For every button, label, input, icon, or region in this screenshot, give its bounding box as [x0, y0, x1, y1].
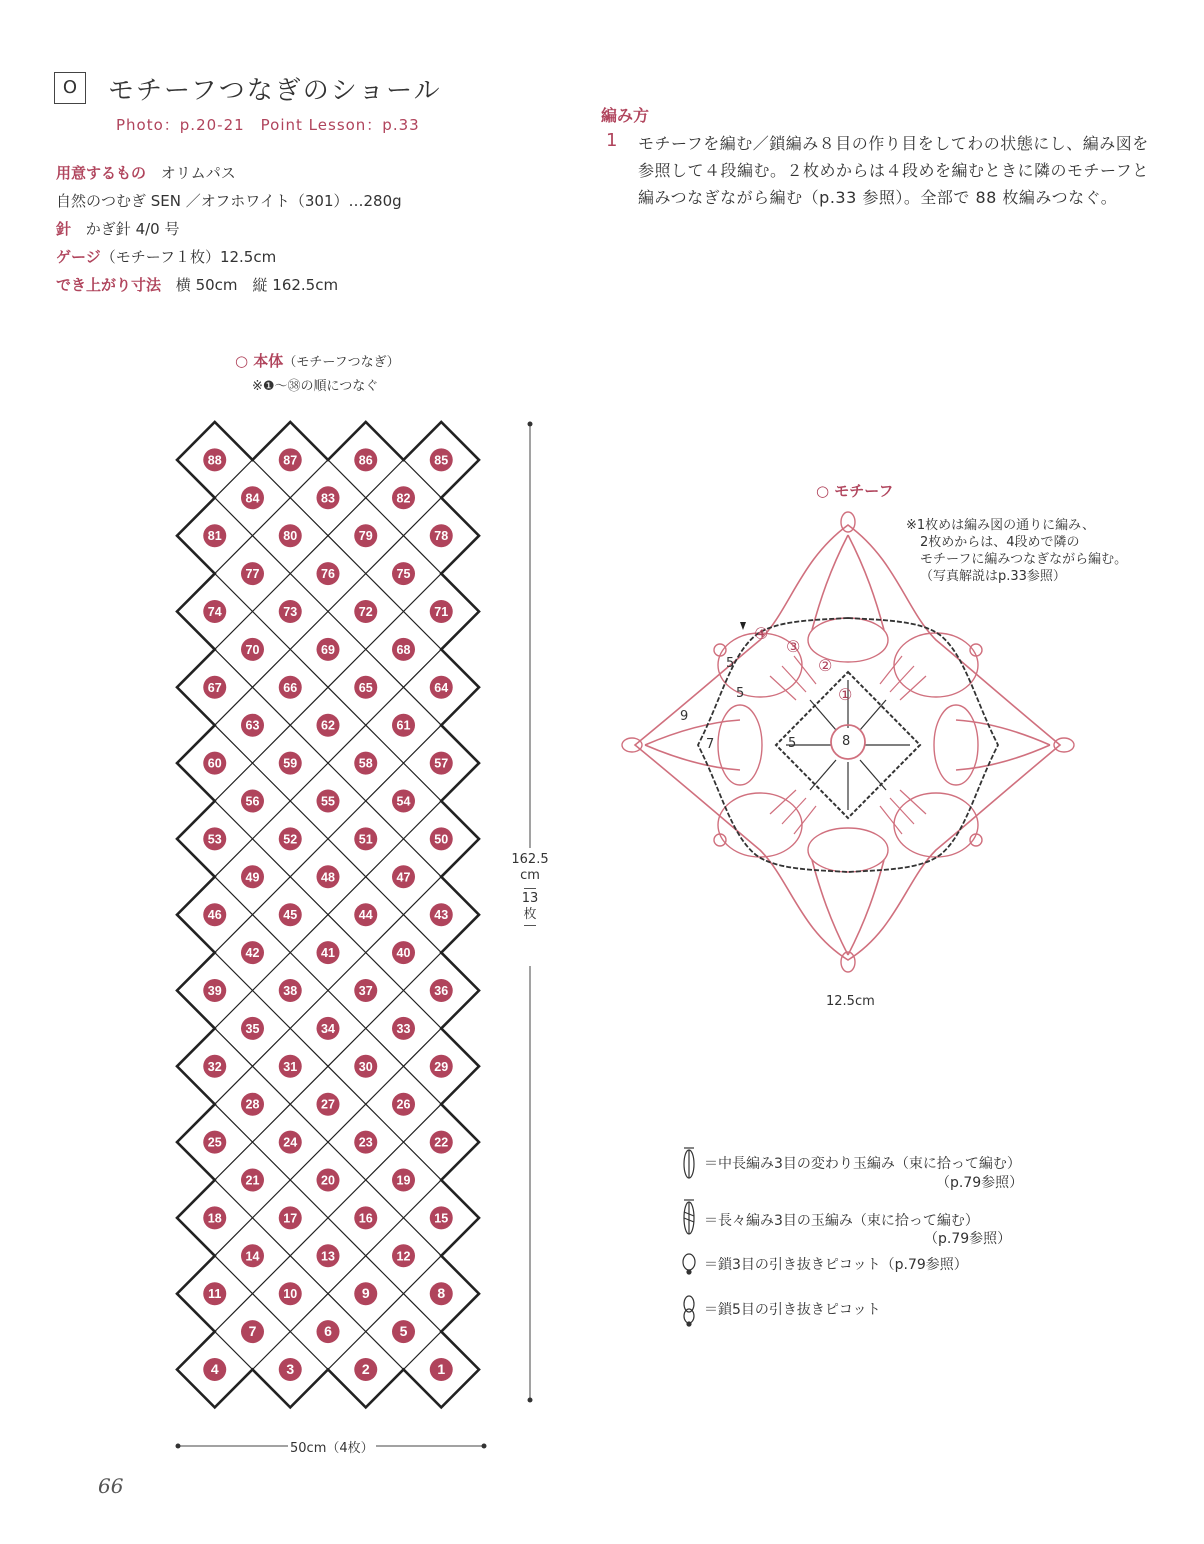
legend-bobble-line-2: （p.79参照）: [924, 1231, 1012, 1247]
motif-number: 54: [396, 794, 411, 809]
motif-number: 79: [358, 529, 373, 544]
motif-number: 66: [283, 680, 298, 695]
height-dimension-end-bottom: [528, 1398, 533, 1403]
motif-number: 83: [321, 491, 335, 506]
motif-number: 76: [321, 567, 335, 582]
motif-number: 14: [245, 1249, 260, 1264]
yarn-brand: オリムパス: [160, 164, 236, 182]
motif-number: 12: [396, 1249, 411, 1264]
motif-number: 8: [437, 1285, 446, 1302]
gauge-value: （モチーフ１枚）12.5cm: [100, 248, 277, 266]
materials-label: 用意するもの: [56, 164, 147, 182]
page-subtitle: Photo：p.20-21 Point Lesson：p.33: [116, 116, 420, 134]
height-dimension-end-top: [528, 422, 533, 427]
motif-number: 35: [245, 1021, 260, 1036]
legend-picot-5: ＝鎖5目の引き抜きピコット: [704, 1302, 881, 1318]
width-dimension-end-left: [176, 1444, 181, 1449]
motif-number: 43: [434, 908, 449, 923]
motif-number: 9: [361, 1285, 370, 1302]
motif-number: 82: [396, 491, 411, 506]
motif-number: 16: [358, 1211, 373, 1226]
motif-number: 80: [283, 529, 298, 544]
motif-number: 26: [396, 1097, 411, 1112]
motif-number: 51: [358, 832, 373, 847]
start-marker-icon: [740, 622, 746, 630]
motif-number: 87: [283, 453, 298, 468]
motif-number: 48: [321, 870, 335, 885]
size-value: 横 50cm 縦 162.5cm: [175, 276, 339, 294]
motif-number: 30: [358, 1059, 373, 1074]
motif-number: 40: [396, 946, 411, 961]
height-count: 13: [521, 891, 539, 906]
gauge-label: ゲージ: [56, 248, 101, 266]
motif-number: 71: [434, 605, 449, 619]
layout-title-main: ○ 本体: [235, 352, 284, 370]
motif-number: 74: [207, 605, 222, 619]
needle-value: かぎ針 4/0 号: [85, 220, 180, 238]
yarn-detail: 自然のつむぎ SEN ／オフホワイト（301）…280g: [56, 192, 402, 210]
motif-number: 15: [434, 1211, 449, 1226]
motif-note-line-3: モチーフに編みつなぎながら編む。: [920, 552, 1128, 567]
motif-number: 77: [245, 567, 260, 582]
legend-symbols: [676, 1144, 702, 1334]
motif-number: 68: [396, 642, 411, 657]
motif-number: 53: [207, 832, 222, 847]
motif-number: 62: [321, 718, 335, 733]
motif-number: 81: [207, 529, 222, 544]
chain-count-ring: 8: [842, 734, 851, 749]
motif-number: 67: [207, 680, 222, 695]
motif-width-label: 12.5cm: [826, 994, 875, 1009]
motif-number: 28: [245, 1097, 260, 1112]
motif-number: 52: [283, 832, 298, 847]
chain-count-b: 5: [736, 686, 745, 701]
motif-number: 36: [434, 984, 449, 998]
motif-number: 42: [245, 946, 260, 961]
motif-number: 85: [434, 453, 449, 468]
motif-number: 60: [207, 756, 222, 771]
motif-number: 2: [361, 1361, 370, 1377]
motif-number: 6: [324, 1323, 332, 1340]
width-dimension-end-right: [482, 1444, 487, 1449]
layout-note: ※❶〜㊳の順につなぐ: [252, 379, 379, 394]
motif-number: 64: [434, 680, 449, 695]
motif-note-line-4: （写真解説はp.33参照）: [920, 569, 1066, 584]
motif-number: 58: [358, 756, 373, 771]
motif-number: 19: [396, 1173, 411, 1188]
motif-number: 37: [358, 984, 373, 998]
motif-number: 20: [321, 1173, 335, 1188]
motif-number: 44: [358, 908, 373, 923]
motif-number: 1: [437, 1361, 446, 1377]
page-title: モチーフつなぎのショール: [108, 76, 442, 106]
motif-number: 29: [434, 1059, 449, 1074]
height-count-bracket-bottom: [524, 923, 536, 926]
height-unit: cm: [520, 868, 540, 883]
motif-number: 23: [358, 1135, 373, 1150]
round-label-2: ②: [818, 656, 833, 675]
motif-number: 65: [358, 680, 373, 695]
motif-number: 56: [245, 794, 260, 809]
motif-number: 59: [283, 756, 298, 771]
motif-number: 63: [245, 718, 260, 733]
motif-note-line-1: ※1枚めは編み図の通りに編み、: [906, 518, 1095, 533]
motif-number: 33: [396, 1021, 411, 1036]
motif-number: 3: [286, 1361, 295, 1377]
motif-number: 10: [283, 1287, 298, 1302]
motif-number: 45: [283, 908, 298, 923]
legend-puff-line-1: ＝中長編み3目の変わり玉編み（束に拾って編む）: [704, 1156, 1021, 1172]
round-label-3: ③: [786, 637, 801, 656]
needle-label: 針: [56, 220, 72, 238]
motif-number: 69: [321, 642, 335, 657]
motif-number: 47: [396, 870, 411, 885]
round-label-1: ①: [838, 685, 853, 704]
motif-number: 61: [396, 718, 411, 733]
chain-count-a: 5: [726, 656, 735, 671]
puff-stitch-icon: [684, 1148, 694, 1178]
step-line-2: 参照して４段編む。２枚めからは４段めを編むときに隣のモチーフと: [638, 161, 1149, 180]
motif-number: 27: [321, 1097, 335, 1112]
step-line-1: モチーフを編む／鎖編み８目の作り目をしてわの状態にし、編み図を: [638, 134, 1149, 153]
round-label-4: ④: [754, 624, 769, 643]
legend-puff-line-2: （p.79参照）: [936, 1175, 1024, 1191]
method-heading: 編み方: [601, 106, 650, 125]
pattern-letter: O: [62, 77, 78, 98]
motif-number: 17: [283, 1211, 298, 1226]
picot-3-icon: [683, 1254, 695, 1274]
motif-diagram-title: ○ モチーフ: [816, 482, 894, 500]
motif-number: 73: [283, 605, 298, 619]
legend-picot-3: ＝鎖3目の引き抜きピコット（p.79参照）: [704, 1257, 968, 1273]
motif-number: 18: [207, 1211, 222, 1226]
motif-number: 57: [434, 756, 449, 771]
height-label: [508, 852, 552, 926]
motif-number: 22: [434, 1135, 449, 1150]
motif-number: 46: [207, 908, 222, 923]
step-line-3: 編みつなぎながら編む（p.33 参照）。全部で 88 枚編みつなぐ。: [638, 188, 1118, 207]
motif-number: 32: [207, 1059, 222, 1074]
motif-number: 34: [321, 1021, 335, 1036]
motif-number: 25: [207, 1135, 222, 1150]
motif-number: 75: [396, 567, 411, 582]
page-number: 66: [98, 1474, 124, 1498]
motif-number: 49: [245, 870, 260, 885]
motif-number: 39: [207, 984, 222, 998]
motif-note-line-2: 2枚めからは、4段めで隣の: [920, 535, 1080, 550]
chain-count-e: 9: [680, 709, 689, 724]
motif-number: 5: [399, 1323, 408, 1340]
motif-number: 50: [434, 832, 449, 847]
motif-number: 21: [245, 1173, 260, 1188]
motif-number: 86: [358, 453, 373, 468]
motif-number: 11: [208, 1287, 222, 1302]
motif-number: 41: [321, 946, 335, 961]
motif-number: 78: [434, 529, 449, 544]
motif-number: 24: [283, 1135, 298, 1150]
bobble-stitch-icon: [684, 1200, 694, 1234]
motif-number: 7: [248, 1323, 257, 1340]
motif-number: 55: [321, 794, 335, 809]
motif-number: 4: [210, 1361, 219, 1377]
motif-number: 70: [245, 642, 260, 657]
step-number: 1: [606, 130, 618, 151]
chain-count-c: 5: [788, 736, 797, 751]
motif-number: 31: [283, 1059, 298, 1074]
motif-number: 72: [358, 605, 373, 619]
motif-number: 13: [321, 1249, 335, 1264]
picot-5-icon: [684, 1296, 694, 1326]
motif-number: 38: [283, 984, 298, 998]
width-label: 50cm（4枚）: [290, 1441, 374, 1456]
height-value: 162.5: [511, 852, 549, 867]
height-count-unit: 枚: [523, 907, 537, 922]
chain-count-d: 7: [706, 737, 715, 752]
legend-bobble-line-1: ＝長々編み3目の玉編み（束に拾って編む）: [704, 1213, 979, 1229]
motif-number: 88: [207, 453, 222, 468]
motif-number: 84: [245, 491, 260, 506]
layout-title-sub: （モチーフつなぎ）: [283, 355, 400, 370]
size-label: でき上がり寸法: [56, 276, 162, 294]
